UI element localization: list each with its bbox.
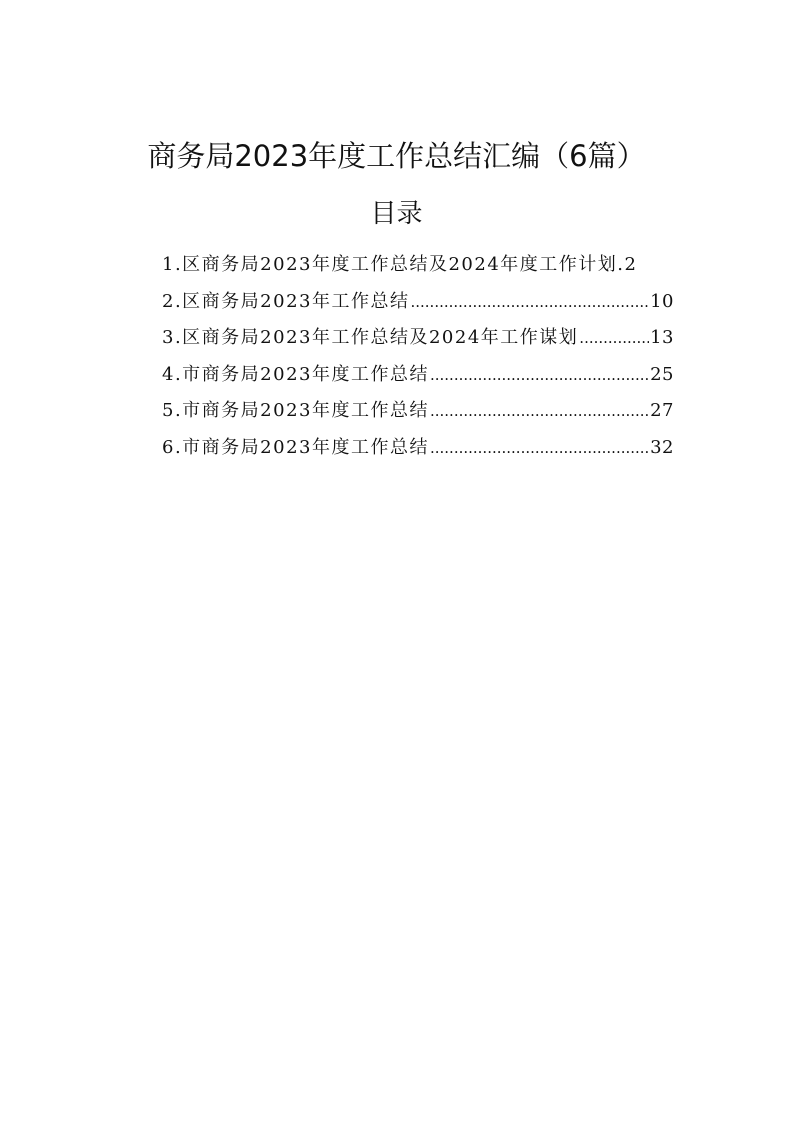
- toc-entry-text: 5.市商务局2023年度工作总结: [162, 400, 429, 421]
- toc-entry-leader: [579, 320, 649, 357]
- toc-entry-page: 13: [650, 327, 674, 348]
- toc-entry-leader: .: [617, 254, 625, 275]
- toc-entry-text: 3.区商务局2023年工作总结及2024年工作谋划: [162, 327, 579, 348]
- toc-entry-page: 25: [650, 363, 674, 385]
- toc-entry-leader: [430, 430, 649, 467]
- toc-entry[interactable]: [162, 357, 674, 394]
- document-title: 商务局2023年度工作总结汇编（6篇）: [147, 139, 646, 173]
- toc-entry[interactable]: [162, 247, 674, 284]
- toc-entry-page: 32: [650, 436, 674, 458]
- toc-entry[interactable]: [162, 320, 674, 357]
- toc-entry-leader: [430, 357, 649, 394]
- table-of-contents: [162, 247, 674, 466]
- toc-entry-text: 6.市商务局2023年度工作总结: [162, 436, 429, 458]
- toc-entry-page: 10: [650, 290, 674, 312]
- toc-entry-leader: [410, 284, 649, 321]
- toc-entry-text: 1.区商务局2023年度工作总结及2024年度工作计划: [162, 254, 618, 275]
- toc-entry-text: 2.区商务局2023年工作总结: [162, 290, 410, 312]
- toc-entry-leader: [430, 393, 649, 430]
- toc-entry[interactable]: [162, 393, 674, 430]
- toc-entry-text: 4.市商务局2023年度工作总结: [162, 363, 429, 385]
- toc-heading: 目录: [370, 199, 423, 229]
- toc-entry-page: 2: [624, 254, 637, 275]
- toc-entry[interactable]: [162, 284, 674, 321]
- toc-entry-page: 27: [650, 400, 674, 421]
- toc-entry[interactable]: [162, 430, 674, 467]
